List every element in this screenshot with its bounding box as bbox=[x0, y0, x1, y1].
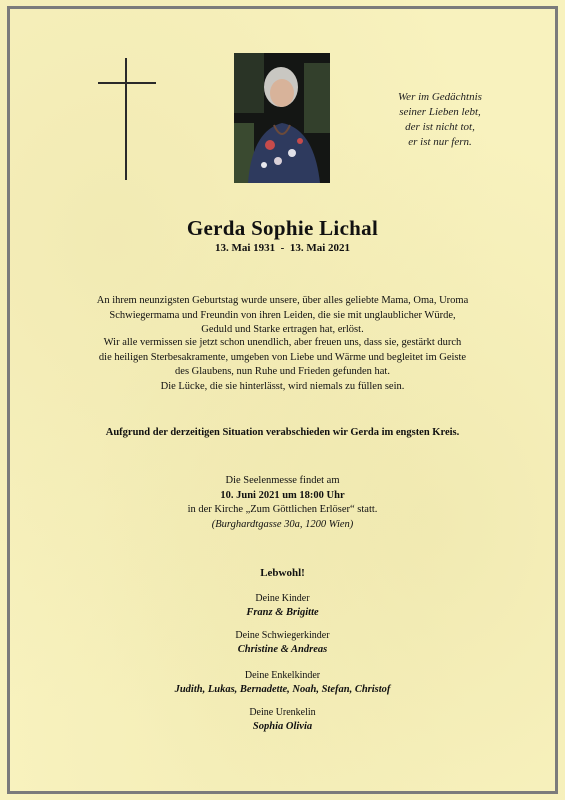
family-relation: Deine Kinder bbox=[255, 593, 310, 604]
paragraph-line: An ihrem neunzigsten Geburtstag wurde unsere, über alles geliebte Mama, Oma, Uroma bbox=[96, 295, 469, 306]
funeral-notice: Aufgrund der derzeitigen Situation verabschieden wir Gerda im engsten Kreis. bbox=[105, 427, 460, 438]
mass-location: in der Kirche „Zum Göttlichen Erlöser“ statt. bbox=[187, 504, 378, 515]
family-relation: Deine Urenkelin bbox=[249, 707, 316, 718]
quote-line: der ist nicht tot, bbox=[405, 121, 475, 133]
family-relation: Deine Schwiegerkinder bbox=[235, 630, 330, 641]
memorial-mass-info bbox=[0, 474, 565, 532]
paragraph-line: Schwiegermama und Freundin von ihren Leiden, die sie mit unglaublicher Würde, bbox=[109, 309, 456, 321]
paragraph-line: Geduld und Starke ertragen hat, erlöst. bbox=[201, 324, 364, 335]
family-group bbox=[0, 706, 565, 734]
portrait-photo bbox=[234, 53, 330, 183]
life-dates: 13. Mai 1931 - 13. Mai 2021 bbox=[214, 242, 351, 254]
paragraph-line: des Glaubens, nun Ruhe und Frieden gefunden hat. bbox=[175, 366, 390, 377]
mass-intro: Die Seelenmesse findet am bbox=[225, 475, 340, 486]
family-group bbox=[0, 629, 565, 657]
paragraph-line: die heiligen Sterbesakramente, umgeben von Liebe und Wärme und begleitet im Geiste bbox=[98, 351, 467, 363]
quote-line: Wer im Gedächtnis bbox=[398, 91, 482, 103]
paragraph-line: Die Lücke, die sie hinterlässt, wird niemals zu füllen sein. bbox=[160, 380, 405, 392]
remembrance-paragraph bbox=[50, 336, 515, 394]
farewell-text: Lebwohl! bbox=[260, 567, 305, 579]
family-relation: Deine Enkelkinder bbox=[244, 670, 321, 681]
cross-icon bbox=[98, 58, 156, 180]
quote-line: seiner Lieben lebt, bbox=[399, 106, 481, 118]
paragraph-line: Wir alle vermissen sie jetzt schon unendlich, aber freuen uns, dass sie, gestärkt durch bbox=[103, 337, 462, 348]
deceased-name: Gerda Sophie Lichal bbox=[186, 216, 379, 240]
family-group bbox=[0, 669, 565, 697]
family-names: Judith, Lukas, Bernadette, Noah, Stefan, Christof bbox=[174, 684, 391, 695]
family-names: Franz & Brigitte bbox=[246, 607, 319, 618]
family-group bbox=[0, 592, 565, 620]
family-names: Christine & Andreas bbox=[237, 644, 328, 655]
mass-address: (Burghardtgasse 30a, 1200 Wien) bbox=[211, 518, 354, 530]
memorial-quote bbox=[360, 90, 520, 150]
announcement-paragraph bbox=[50, 294, 515, 338]
family-names: Sophia Olivia bbox=[252, 721, 313, 732]
mass-datetime: 10. Juni 2021 um 18:00 Uhr bbox=[220, 489, 345, 501]
quote-line: er ist nur fern. bbox=[408, 136, 472, 148]
